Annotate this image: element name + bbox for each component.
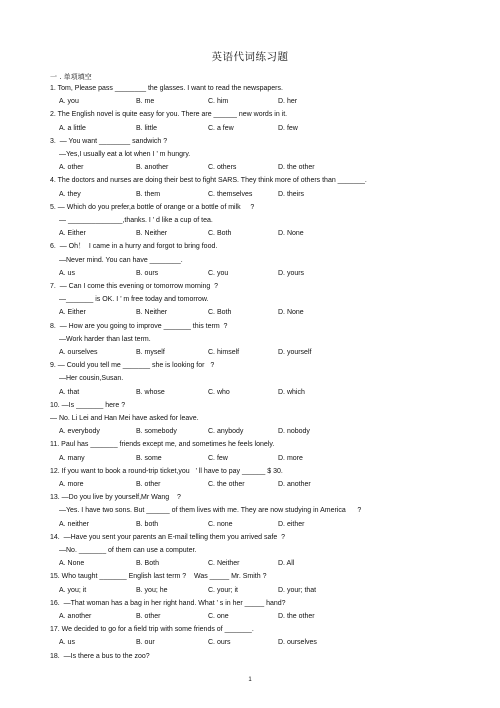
option-c: C. who [208, 388, 230, 396]
option-c: C. you [208, 269, 229, 277]
option-d: D. which [278, 388, 305, 396]
options-row [0, 269, 500, 278]
options-row [0, 480, 500, 489]
option-d: D. None [278, 230, 304, 238]
section-heading: 一 . 单项填空 [50, 73, 92, 81]
option-d: D. nobody [278, 428, 310, 436]
option-a: A. you; it [59, 586, 87, 594]
option-c: C. anybody [208, 428, 244, 436]
option-d: D. theirs [278, 190, 305, 198]
option-d: D. few [278, 124, 298, 132]
options-row [0, 163, 500, 172]
option-d: D. either [278, 520, 305, 528]
question-line: 9. — Could you tell me _______ she is looking for ? [50, 362, 215, 370]
option-a: A. None [59, 560, 85, 568]
option-c: C. Both [208, 309, 232, 317]
option-c: C. Neither [208, 560, 240, 568]
option-a: A. ourselves [59, 349, 98, 356]
option-a: A. more [59, 481, 84, 488]
answer-line: — ______________,thanks. I ’ d like a cup of tea. [59, 217, 213, 224]
option-c: C. himself [208, 349, 240, 356]
options-row [0, 124, 500, 133]
option-b: B. myself [136, 349, 165, 356]
options-row [0, 229, 500, 238]
options-row [0, 612, 500, 621]
option-d: D. more [278, 454, 303, 462]
option-d: D. All [278, 560, 295, 568]
option-b: B. both [136, 520, 159, 528]
option-d: D. yourself [278, 349, 312, 356]
option-c: C. the other [208, 481, 245, 488]
option-b: B. little [136, 124, 158, 132]
question-line: 7. — Can I come this evening or tomorrow morning ? [50, 283, 219, 290]
option-c: C. few [208, 454, 228, 462]
options-row [0, 559, 500, 568]
question-line: 1. Tom, Please pass ________ the glasses. I want to read the newspapers. [50, 85, 283, 92]
answer-line: —Never mind. You can have ________. [59, 256, 183, 264]
options-row [0, 97, 500, 106]
option-d: D. her [278, 98, 298, 106]
question-line: 18. —Is there a bus to the zoo? [50, 652, 150, 660]
option-a: A. everybody [59, 428, 100, 436]
option-b: B. Neither [136, 309, 168, 317]
option-c: C. ours [208, 639, 231, 647]
option-d: D. None [278, 309, 304, 317]
question-line: 2. The English novel is quite easy for you. There are ______ new words in it. [50, 111, 288, 119]
question-line: 5. — Which do you prefer,a bottle of orange or a bottle of milk ? [50, 203, 255, 211]
option-c: C. one [208, 613, 229, 620]
options-row [0, 638, 500, 647]
option-a: A. neither [59, 520, 89, 528]
question-line: 6. — Oh！ I came in a hurry and forgot to bring food. [50, 243, 218, 251]
answer-line: —Work harder than last term. [59, 335, 151, 343]
options-row [0, 427, 500, 436]
options-row [0, 348, 500, 357]
answer-line: —Yes,I usually eat a lot when I ’ m hungry. [59, 151, 191, 158]
page-number: 1 [248, 677, 252, 683]
options-row [0, 520, 500, 529]
question-line: 4. The doctors and nurses are doing their best to fight SARS. They think more of others than _______. [50, 177, 367, 185]
options-row [0, 454, 500, 463]
option-b: B. Both [136, 560, 159, 568]
answer-line: —No. _______ of them can use a computer. [59, 547, 197, 554]
option-b: B. me [136, 98, 155, 106]
option-c: C. a few [208, 124, 234, 132]
option-a: A. another [59, 613, 92, 620]
option-b: B. ours [136, 269, 159, 277]
question-line: 17. We decided to go for a field trip with some friends of _______. [50, 626, 254, 634]
question-line: 14. —Have you sent your parents an E-mail telling them you arrived safe ? [50, 533, 286, 541]
option-d: D. yours [278, 269, 305, 277]
option-a: A. that [59, 388, 80, 396]
option-a: A. a little [59, 124, 86, 132]
question-line: 8. — How are you going to improve _______ this term ? [50, 322, 228, 330]
option-b: B. them [136, 190, 161, 198]
option-a: A. us [59, 639, 75, 647]
option-c: C. none [208, 520, 233, 528]
option-a: A. many [59, 454, 85, 462]
question-line: 12. If you want to book a round-trip ticket,you ’ ll have to pay ______ $ 30. [50, 467, 283, 475]
question-line: 10. —Is _______ here ? [50, 401, 126, 409]
option-c: C. themselves [208, 190, 253, 198]
option-d: D. the other [278, 613, 315, 620]
option-b: B. Neither [136, 230, 168, 238]
question-line: 15. Who taught _______ English last term ? Was _____ Mr. Smith ? [50, 573, 267, 581]
page-title: 英语代词练习题 [211, 51, 289, 63]
options-row [0, 308, 500, 317]
question-line: 11. Paul has _______ friends except me, and sometimes he feels lonely. [50, 441, 275, 449]
answer-line: —_______ is OK. I ’ m free today and tomorrow. [59, 296, 209, 304]
option-a: A. they [59, 190, 81, 198]
answer-line: — No. Li Lei and Han Mei have asked for leave. [50, 415, 199, 422]
question-line: 13. —Do you live by yourself,Mr Wang ? [50, 494, 181, 502]
options-row [0, 190, 500, 199]
option-b: B. other [136, 481, 161, 488]
options-row [0, 586, 500, 595]
option-d: D. the other [278, 164, 315, 172]
option-a: A. us [59, 269, 75, 277]
option-b: B. somebody [136, 428, 177, 436]
option-d: D. your; that [278, 586, 317, 594]
option-d: D. another [278, 481, 311, 488]
option-a: A. Either [59, 309, 86, 317]
options-row [0, 388, 500, 397]
question-line: 3. — You want ________ sandwich ? [50, 137, 168, 145]
option-c: C. Both [208, 230, 232, 238]
option-c: C. your; it [208, 586, 238, 594]
option-b: B. our [136, 639, 155, 647]
option-a: A. other [59, 164, 84, 172]
answer-line: —Her cousin,Susan. [59, 375, 124, 383]
option-b: B. other [136, 613, 161, 620]
answer-line: —Yes. I have two sons. But ______ of them lives with me. They are now studying in America ? [59, 507, 362, 515]
question-line: 16. —That woman has a bag in her right hand. What ’ s in her _____ hand? [50, 599, 286, 607]
option-b: B. another [136, 164, 169, 172]
option-a: A. Either [59, 230, 86, 238]
option-b: B. you; he [136, 586, 168, 594]
option-c: C. him [208, 98, 229, 106]
option-a: A. you [59, 98, 79, 106]
option-b: B. some [136, 454, 162, 462]
option-c: C. others [208, 164, 237, 172]
option-d: D. ourselves [278, 639, 317, 647]
option-b: B. whose [136, 388, 165, 396]
